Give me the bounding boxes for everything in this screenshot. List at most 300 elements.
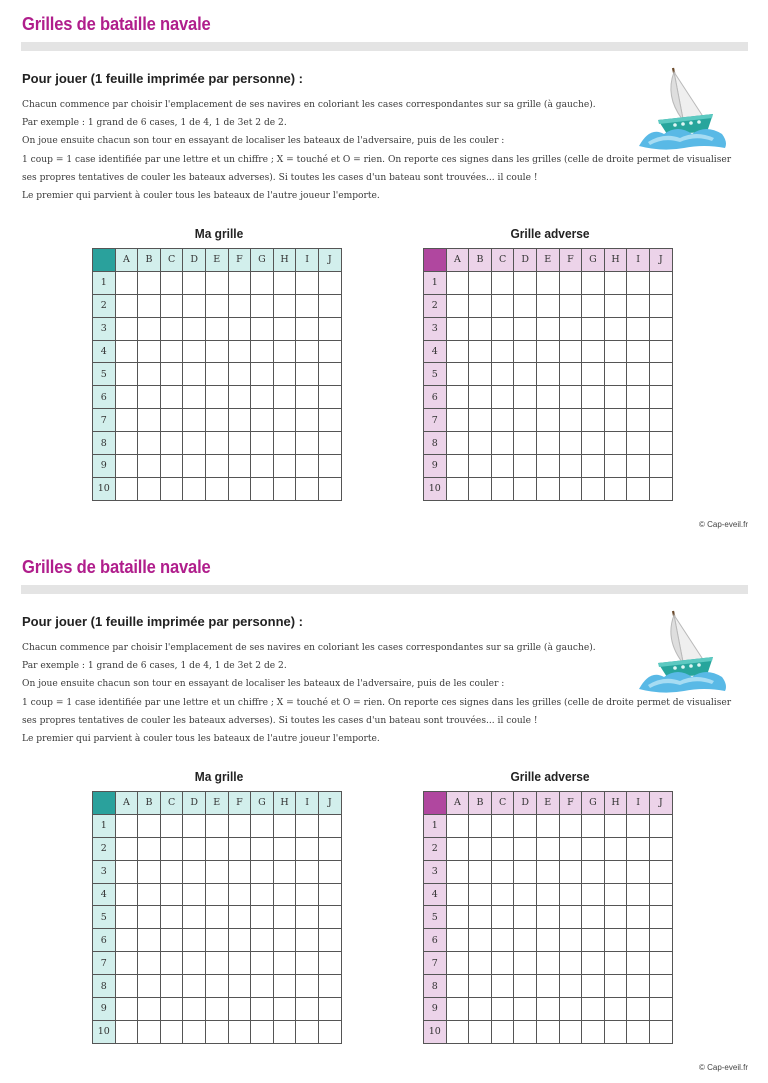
grid-cell[interactable] (318, 432, 341, 455)
grid-cell[interactable] (205, 432, 228, 455)
grid-cell[interactable] (627, 363, 650, 386)
grid-cell[interactable] (318, 837, 341, 860)
grid-cell[interactable] (138, 837, 161, 860)
grid-cell[interactable] (536, 317, 559, 340)
grid-cell[interactable] (273, 814, 296, 837)
grid-cell[interactable] (604, 998, 627, 1021)
grid-cell[interactable] (228, 837, 251, 860)
grid-cell[interactable] (160, 294, 183, 317)
grid-cell[interactable] (160, 432, 183, 455)
grid-cell[interactable] (514, 340, 537, 363)
grid-cell[interactable] (514, 860, 537, 883)
grid-cell[interactable] (115, 814, 138, 837)
grid-cell[interactable] (273, 929, 296, 952)
grid-cell[interactable] (273, 386, 296, 409)
grid-cell[interactable] (228, 883, 251, 906)
grid-cell[interactable] (627, 455, 650, 478)
grid-cell[interactable] (582, 271, 605, 294)
grid-cell[interactable] (446, 340, 469, 363)
grid-cell[interactable] (627, 929, 650, 952)
grid-cell[interactable] (627, 477, 650, 500)
grid-cell[interactable] (183, 906, 206, 929)
grid-cell[interactable] (138, 455, 161, 478)
grid-cell[interactable] (115, 386, 138, 409)
grid-cell[interactable] (138, 432, 161, 455)
grid-cell[interactable] (514, 455, 537, 478)
grid-cell[interactable] (205, 929, 228, 952)
grid-cell[interactable] (649, 317, 672, 340)
grid-cell[interactable] (514, 432, 537, 455)
grid-cell[interactable] (296, 271, 319, 294)
grid-cell[interactable] (205, 837, 228, 860)
grid-cell[interactable] (446, 837, 469, 860)
grid-cell[interactable] (273, 998, 296, 1021)
grid-cell[interactable] (138, 477, 161, 500)
grid-cell[interactable] (228, 477, 251, 500)
grid-cell[interactable] (491, 860, 514, 883)
grid-cell[interactable] (160, 998, 183, 1021)
grid-cell[interactable] (514, 386, 537, 409)
grid-cell[interactable] (559, 340, 582, 363)
grid-cell[interactable] (536, 952, 559, 975)
grid-cell[interactable] (446, 975, 469, 998)
grid-cell[interactable] (536, 906, 559, 929)
grid-cell[interactable] (138, 409, 161, 432)
grid-cell[interactable] (446, 386, 469, 409)
grid-cell[interactable] (183, 271, 206, 294)
grid-cell[interactable] (469, 814, 492, 837)
grid-cell[interactable] (183, 952, 206, 975)
grid-cell[interactable] (115, 837, 138, 860)
grid-cell[interactable] (115, 455, 138, 478)
grid-cell[interactable] (160, 906, 183, 929)
grid-cell[interactable] (318, 409, 341, 432)
grid-cell[interactable] (582, 837, 605, 860)
grid-cell[interactable] (138, 294, 161, 317)
grid-cell[interactable] (446, 906, 469, 929)
grid-cell[interactable] (205, 409, 228, 432)
grid-cell[interactable] (138, 340, 161, 363)
grid-cell[interactable] (627, 386, 650, 409)
grid-cell[interactable] (604, 952, 627, 975)
grid-cell[interactable] (318, 975, 341, 998)
grid-cell[interactable] (446, 455, 469, 478)
grid-cell[interactable] (251, 860, 274, 883)
grid-cell[interactable] (205, 952, 228, 975)
grid-cell[interactable] (228, 317, 251, 340)
grid-cell[interactable] (446, 409, 469, 432)
grid-cell[interactable] (536, 860, 559, 883)
grid-cell[interactable] (228, 363, 251, 386)
grid-cell[interactable] (604, 814, 627, 837)
grid-cell[interactable] (160, 929, 183, 952)
grid-cell[interactable] (582, 860, 605, 883)
grid-cell[interactable] (160, 883, 183, 906)
grid-cell[interactable] (446, 860, 469, 883)
grid-cell[interactable] (649, 363, 672, 386)
grid-cell[interactable] (514, 929, 537, 952)
grid-cell[interactable] (318, 363, 341, 386)
grid-cell[interactable] (469, 409, 492, 432)
grid-cell[interactable] (514, 837, 537, 860)
grid-cell[interactable] (536, 477, 559, 500)
grid-cell[interactable] (251, 363, 274, 386)
grid-cell[interactable] (469, 363, 492, 386)
grid-cell[interactable] (469, 906, 492, 929)
grid-cell[interactable] (604, 317, 627, 340)
grid-cell[interactable] (469, 929, 492, 952)
grid-cell[interactable] (514, 814, 537, 837)
grid-cell[interactable] (559, 432, 582, 455)
grid-cell[interactable] (251, 294, 274, 317)
grid-cell[interactable] (649, 432, 672, 455)
grid-cell[interactable] (273, 317, 296, 340)
grid-cell[interactable] (582, 998, 605, 1021)
grid-cell[interactable] (251, 929, 274, 952)
grid-cell[interactable] (115, 294, 138, 317)
grid-cell[interactable] (160, 814, 183, 837)
grid-cell[interactable] (491, 271, 514, 294)
grid-cell[interactable] (138, 929, 161, 952)
grid-cell[interactable] (582, 317, 605, 340)
grid-cell[interactable] (582, 340, 605, 363)
grid-cell[interactable] (115, 340, 138, 363)
grid-cell[interactable] (446, 952, 469, 975)
grid-cell[interactable] (559, 952, 582, 975)
grid-cell[interactable] (205, 975, 228, 998)
grid-cell[interactable] (536, 455, 559, 478)
grid-cell[interactable] (604, 386, 627, 409)
grid-cell[interactable] (251, 952, 274, 975)
grid-cell[interactable] (273, 883, 296, 906)
grid-cell[interactable] (514, 294, 537, 317)
grid-cell[interactable] (469, 294, 492, 317)
grid-cell[interactable] (446, 998, 469, 1021)
grid-cell[interactable] (604, 929, 627, 952)
grid-cell[interactable] (115, 906, 138, 929)
grid-cell[interactable] (559, 837, 582, 860)
grid-cell[interactable] (296, 386, 319, 409)
grid-cell[interactable] (649, 929, 672, 952)
grid-cell[interactable] (514, 363, 537, 386)
grid-cell[interactable] (514, 975, 537, 998)
grid-cell[interactable] (627, 860, 650, 883)
grid-cell[interactable] (183, 340, 206, 363)
grid-cell[interactable] (559, 814, 582, 837)
grid-cell[interactable] (627, 294, 650, 317)
grid-cell[interactable] (582, 906, 605, 929)
grid-cell[interactable] (559, 975, 582, 998)
grid-cell[interactable] (536, 409, 559, 432)
grid-cell[interactable] (318, 317, 341, 340)
grid-cell[interactable] (183, 317, 206, 340)
grid-cell[interactable] (296, 975, 319, 998)
grid-cell[interactable] (228, 386, 251, 409)
grid-cell[interactable] (183, 294, 206, 317)
grid-cell[interactable] (205, 814, 228, 837)
grid-cell[interactable] (446, 477, 469, 500)
grid-cell[interactable] (559, 271, 582, 294)
grid-cell[interactable] (627, 906, 650, 929)
grid-cell[interactable] (491, 998, 514, 1021)
grid-cell[interactable] (251, 317, 274, 340)
grid-cell[interactable] (491, 294, 514, 317)
grid-cell[interactable] (627, 998, 650, 1021)
grid-cell[interactable] (138, 363, 161, 386)
grid-cell[interactable] (649, 814, 672, 837)
grid-cell[interactable] (115, 929, 138, 952)
grid-cell[interactable] (251, 477, 274, 500)
grid-cell[interactable] (228, 455, 251, 478)
grid-cell[interactable] (251, 814, 274, 837)
grid-cell[interactable] (469, 975, 492, 998)
grid-cell[interactable] (296, 883, 319, 906)
grid-cell[interactable] (582, 883, 605, 906)
grid-cell[interactable] (115, 883, 138, 906)
grid-cell[interactable] (296, 860, 319, 883)
grid-cell[interactable] (559, 906, 582, 929)
grid-cell[interactable] (228, 814, 251, 837)
grid-cell[interactable] (273, 455, 296, 478)
grid-cell[interactable] (514, 883, 537, 906)
grid-cell[interactable] (469, 317, 492, 340)
grid-cell[interactable] (446, 294, 469, 317)
grid-cell[interactable] (160, 975, 183, 998)
grid-cell[interactable] (183, 386, 206, 409)
grid-cell[interactable] (582, 814, 605, 837)
grid-cell[interactable] (138, 998, 161, 1021)
grid-cell[interactable] (559, 929, 582, 952)
grid-cell[interactable] (582, 294, 605, 317)
grid-cell[interactable] (469, 271, 492, 294)
grid-cell[interactable] (604, 363, 627, 386)
grid-cell[interactable] (514, 409, 537, 432)
grid-cell[interactable] (273, 952, 296, 975)
grid-cell[interactable] (649, 883, 672, 906)
grid-cell[interactable] (627, 271, 650, 294)
grid-cell[interactable] (491, 455, 514, 478)
grid-cell[interactable] (183, 409, 206, 432)
grid-cell[interactable] (138, 814, 161, 837)
grid-cell[interactable] (446, 929, 469, 952)
grid-cell[interactable] (559, 386, 582, 409)
grid-cell[interactable] (318, 906, 341, 929)
grid-cell[interactable] (273, 294, 296, 317)
grid-cell[interactable] (536, 837, 559, 860)
grid-cell[interactable] (160, 455, 183, 478)
grid-cell[interactable] (559, 883, 582, 906)
grid-cell[interactable] (627, 340, 650, 363)
grid-cell[interactable] (604, 455, 627, 478)
grid-cell[interactable] (138, 952, 161, 975)
grid-cell[interactable] (604, 906, 627, 929)
grid-cell[interactable] (138, 906, 161, 929)
grid-cell[interactable] (604, 883, 627, 906)
grid-cell[interactable] (296, 455, 319, 478)
grid-cell[interactable] (649, 271, 672, 294)
grid-cell[interactable] (115, 363, 138, 386)
grid-cell[interactable] (604, 409, 627, 432)
grid-cell[interactable] (183, 860, 206, 883)
grid-cell[interactable] (446, 814, 469, 837)
grid-cell[interactable] (491, 814, 514, 837)
grid-cell[interactable] (536, 363, 559, 386)
grid-cell[interactable] (205, 363, 228, 386)
grid-cell[interactable] (115, 860, 138, 883)
grid-cell[interactable] (514, 998, 537, 1021)
grid-cell[interactable] (205, 386, 228, 409)
grid-cell[interactable] (649, 998, 672, 1021)
grid-cell[interactable] (649, 386, 672, 409)
grid-cell[interactable] (160, 386, 183, 409)
grid-cell[interactable] (604, 432, 627, 455)
grid-cell[interactable] (469, 998, 492, 1021)
grid-cell[interactable] (627, 837, 650, 860)
grid-cell[interactable] (446, 432, 469, 455)
grid-cell[interactable] (318, 477, 341, 500)
grid-cell[interactable] (115, 975, 138, 998)
grid-cell[interactable] (514, 317, 537, 340)
grid-cell[interactable] (491, 975, 514, 998)
grid-cell[interactable] (138, 271, 161, 294)
grid-cell[interactable] (205, 455, 228, 478)
grid-cell[interactable] (183, 883, 206, 906)
grid-cell[interactable] (649, 906, 672, 929)
grid-cell[interactable] (273, 340, 296, 363)
grid-cell[interactable] (115, 317, 138, 340)
grid-cell[interactable] (318, 386, 341, 409)
grid-cell[interactable] (205, 340, 228, 363)
grid-cell[interactable] (627, 814, 650, 837)
grid-cell[interactable] (446, 883, 469, 906)
grid-cell[interactable] (228, 906, 251, 929)
grid-cell[interactable] (228, 340, 251, 363)
grid-cell[interactable] (205, 906, 228, 929)
grid-cell[interactable] (536, 814, 559, 837)
grid-cell[interactable] (491, 386, 514, 409)
grid-cell[interactable] (273, 975, 296, 998)
grid-cell[interactable] (183, 929, 206, 952)
grid-cell[interactable] (649, 294, 672, 317)
grid-cell[interactable] (318, 883, 341, 906)
grid-cell[interactable] (273, 906, 296, 929)
grid-cell[interactable] (296, 317, 319, 340)
grid-cell[interactable] (318, 340, 341, 363)
grid-cell[interactable] (491, 952, 514, 975)
grid-cell[interactable] (273, 363, 296, 386)
grid-cell[interactable] (627, 432, 650, 455)
grid-cell[interactable] (469, 340, 492, 363)
grid-cell[interactable] (138, 860, 161, 883)
grid-cell[interactable] (296, 906, 319, 929)
grid-cell[interactable] (205, 883, 228, 906)
grid-cell[interactable] (514, 906, 537, 929)
grid-cell[interactable] (318, 952, 341, 975)
grid-cell[interactable] (205, 317, 228, 340)
grid-cell[interactable] (273, 860, 296, 883)
grid-cell[interactable] (296, 409, 319, 432)
grid-cell[interactable] (205, 998, 228, 1021)
grid-cell[interactable] (604, 477, 627, 500)
grid-cell[interactable] (318, 929, 341, 952)
grid-cell[interactable] (160, 952, 183, 975)
grid-cell[interactable] (582, 455, 605, 478)
grid-cell[interactable] (251, 432, 274, 455)
grid-cell[interactable] (627, 952, 650, 975)
grid-cell[interactable] (296, 929, 319, 952)
grid-cell[interactable] (627, 317, 650, 340)
grid-cell[interactable] (160, 271, 183, 294)
grid-cell[interactable] (160, 409, 183, 432)
grid-cell[interactable] (582, 477, 605, 500)
grid-cell[interactable] (138, 975, 161, 998)
grid-cell[interactable] (627, 409, 650, 432)
grid-cell[interactable] (160, 317, 183, 340)
grid-cell[interactable] (296, 363, 319, 386)
grid-cell[interactable] (514, 952, 537, 975)
grid-cell[interactable] (160, 837, 183, 860)
grid-cell[interactable] (582, 975, 605, 998)
grid-cell[interactable] (604, 271, 627, 294)
grid-cell[interactable] (228, 860, 251, 883)
grid-cell[interactable] (446, 317, 469, 340)
grid-cell[interactable] (160, 860, 183, 883)
grid-cell[interactable] (183, 998, 206, 1021)
grid-cell[interactable] (251, 998, 274, 1021)
grid-cell[interactable] (649, 952, 672, 975)
grid-cell[interactable] (446, 363, 469, 386)
grid-cell[interactable] (273, 837, 296, 860)
grid-cell[interactable] (251, 837, 274, 860)
grid-cell[interactable] (228, 432, 251, 455)
grid-cell[interactable] (251, 975, 274, 998)
grid-cell[interactable] (228, 952, 251, 975)
grid-cell[interactable] (115, 952, 138, 975)
grid-cell[interactable] (559, 477, 582, 500)
grid-cell[interactable] (491, 929, 514, 952)
grid-cell[interactable] (183, 837, 206, 860)
grid-cell[interactable] (536, 271, 559, 294)
grid-cell[interactable] (604, 294, 627, 317)
grid-cell[interactable] (514, 477, 537, 500)
grid-cell[interactable] (138, 883, 161, 906)
grid-cell[interactable] (582, 386, 605, 409)
grid-cell[interactable] (604, 860, 627, 883)
grid-cell[interactable] (649, 837, 672, 860)
grid-cell[interactable] (582, 952, 605, 975)
grid-cell[interactable] (627, 883, 650, 906)
grid-cell[interactable] (115, 271, 138, 294)
grid-cell[interactable] (649, 477, 672, 500)
grid-cell[interactable] (273, 477, 296, 500)
grid-cell[interactable] (318, 294, 341, 317)
grid-cell[interactable] (559, 363, 582, 386)
grid-cell[interactable] (228, 409, 251, 432)
grid-cell[interactable] (604, 975, 627, 998)
grid-cell[interactable] (604, 837, 627, 860)
grid-cell[interactable] (115, 998, 138, 1021)
grid-cell[interactable] (469, 455, 492, 478)
grid-cell[interactable] (649, 975, 672, 998)
grid-cell[interactable] (559, 998, 582, 1021)
grid-cell[interactable] (649, 409, 672, 432)
grid-cell[interactable] (582, 929, 605, 952)
grid-cell[interactable] (536, 929, 559, 952)
grid-cell[interactable] (536, 975, 559, 998)
grid-cell[interactable] (296, 998, 319, 1021)
grid-cell[interactable] (251, 883, 274, 906)
grid-cell[interactable] (296, 340, 319, 363)
